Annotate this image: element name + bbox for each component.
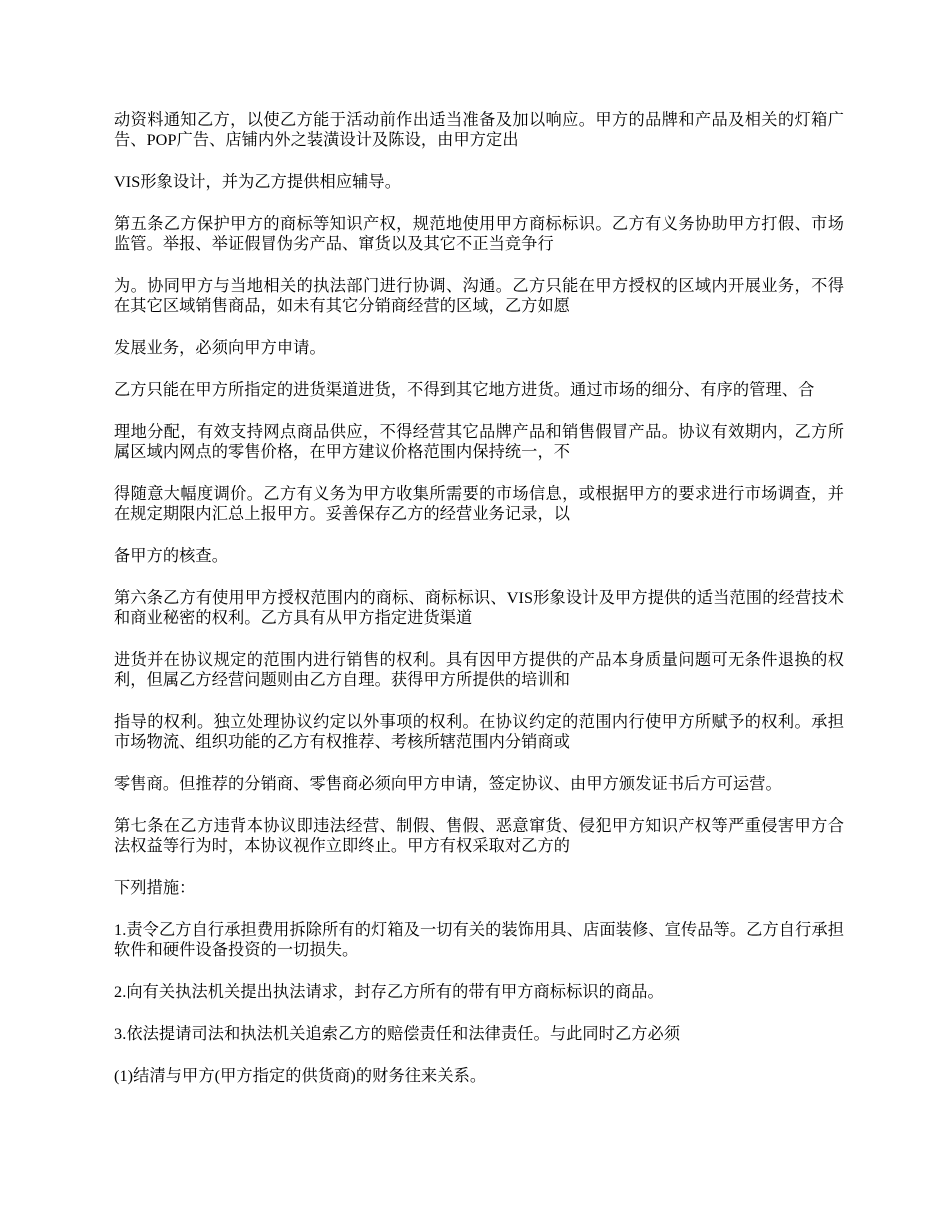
document-body [114,110,844,1108]
paragraph: 零售商。但推荐的分销商、零售商必须向甲方申请，签定协议、由甲方颁发证书后方可运营。 [114,775,782,793]
paragraph: 动资料通知乙方，以使乙方能于活动前作出适当准备及加以响应。甲方的品牌和产品及相关的灯箱广告、POP广告、店铺内外之装潢设计及陈设，由甲方定出 [114,111,844,149]
paragraph: 第五条乙方保护甲方的商标等知识产权，规范地使用甲方商标标识。乙方有义务协助甲方打假、市场监管。举报、举证假冒伪劣产品、窜货以及其它不正当竞争行 [114,215,844,253]
paragraph: 1.责令乙方自行承担费用拆除所有的灯箱及一切有关的装饰用具、店面装修、宣传品等。乙方自行承担软件和硬件设备投资的一切损失。 [114,921,844,959]
paragraph: 2.向有关执法机关提出执法请求，封存乙方所有的带有甲方商标标识的商品。 [114,983,664,1001]
paragraph: 指导的权利。独立处理协议约定以外事项的权利。在协议约定的范围内行使甲方所赋予的权利。承担市场物流、组织功能的乙方有权推荐、考核所辖范围内分销商或 [114,713,844,751]
paragraph: 3.依法提请司法和执法机关追索乙方的赔偿责任和法律责任。与此同时乙方必须 [114,1025,681,1043]
paragraph: 为。协同甲方与当地相关的执法部门进行协调、沟通。乙方只能在甲方授权的区域内开展业务，不得在其它区域销售商品，如未有其它分销商经营的区域，乙方如愿 [114,277,844,315]
paragraph: 乙方只能在甲方所指定的进货渠道进货，不得到其它地方进货。通过市场的细分、有序的管理、合 [114,381,815,399]
paragraph: 第七条在乙方违背本协议即违法经营、制假、售假、恶意窜货、侵犯甲方知识产权等严重侵害甲方合法权益等行为时，本协议视作立即终止。甲方有权采取对乙方的 [114,817,844,855]
paragraph: 下列措施： [114,879,196,897]
paragraph: 发展业务，必须向甲方申请。 [114,339,326,357]
paragraph: (1)结清与甲方(甲方指定的供货商)的财务往来关系。 [114,1067,487,1085]
paragraph: 进货并在协议规定的范围内进行销售的权利。具有因甲方提供的产品本身质量问题可无条件退换的权利，但属乙方经营问题则由乙方自理。获得甲方所提供的培训和 [114,651,844,689]
paragraph: VIS形象设计，并为乙方提供相应辅导。 [114,173,401,191]
paragraph: 备甲方的核查。 [114,547,229,565]
paragraph: 第六条乙方有使用甲方授权范围内的商标、商标标识、VIS形象设计及甲方提供的适当范围的经营技术和商业秘密的权利。乙方具有从甲方指定进货渠道 [114,589,844,627]
paragraph: 得随意大幅度调价。乙方有义务为甲方收集所需要的市场信息，或根据甲方的要求进行市场调查，并在规定期限内汇总上报甲方。妥善保存乙方的经营业务记录，以 [114,485,844,523]
paragraph: 理地分配，有效支持网点商品供应，不得经营其它品牌产品和销售假冒产品。协议有效期内，乙方所属区域内网点的零售价格，在甲方建议价格范围内保持统一，不 [114,423,844,461]
